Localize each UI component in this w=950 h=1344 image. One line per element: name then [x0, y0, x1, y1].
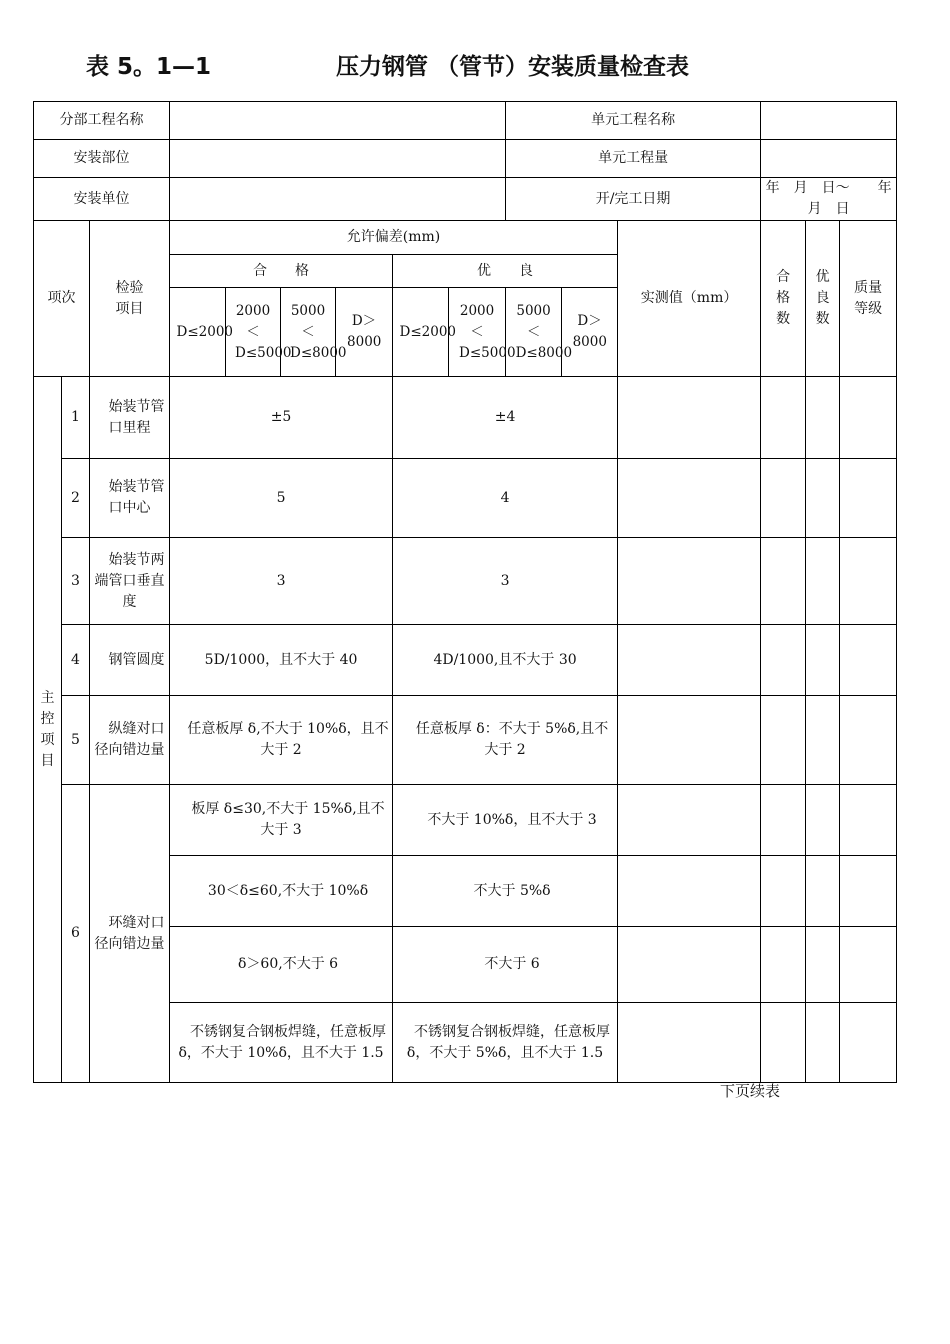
- unit-project-label: 单元工程名称: [506, 102, 761, 140]
- row-excellent-tolerance: 3: [393, 538, 618, 625]
- pass-count-cell[interactable]: [761, 538, 806, 625]
- header-row-2: [34, 140, 897, 178]
- excellent-count-cell[interactable]: [806, 538, 840, 625]
- row-number: 1: [62, 377, 90, 459]
- sub-project-value[interactable]: [170, 102, 506, 140]
- row-excellent-tolerance: 不大于 5%δ: [393, 856, 618, 927]
- table-row: [34, 538, 897, 625]
- grade-cell[interactable]: [840, 459, 897, 538]
- excellent-count-cell[interactable]: [806, 856, 840, 927]
- measured-value-cell[interactable]: [618, 696, 761, 785]
- excellent-count-cell[interactable]: [806, 625, 840, 696]
- row-item: 环缝对口径向错边量: [90, 785, 170, 1083]
- grade-cell[interactable]: [840, 785, 897, 856]
- pass-count-cell[interactable]: [761, 459, 806, 538]
- measured-value-cell[interactable]: [618, 377, 761, 459]
- header-row-1: [34, 102, 897, 140]
- grade-cell[interactable]: [840, 377, 897, 459]
- row-pass-tolerance: 30＜δ≤60,不大于 10%δ: [170, 856, 393, 927]
- unit-quantity-value[interactable]: [761, 140, 897, 178]
- row-pass-tolerance: 板厚 δ≤30,不大于 15%δ,且不大于 3: [170, 785, 393, 856]
- row-item: 始装节管口中心: [90, 459, 170, 538]
- pass-count-cell[interactable]: [761, 927, 806, 1003]
- item-no-header: 项次: [34, 221, 90, 377]
- excellent-count-cell[interactable]: [806, 927, 840, 1003]
- row-number: 2: [62, 459, 90, 538]
- row-excellent-tolerance: 不大于 10%δ，且不大于 3: [393, 785, 618, 856]
- row-excellent-tolerance: 任意板厚 δ：不大于 5%δ,且不大于 2: [393, 696, 618, 785]
- unit-quantity-label: 单元工程量: [506, 140, 761, 178]
- excellent-d2-header: 2000＜D≤5000: [449, 288, 506, 377]
- row-number: 5: [62, 696, 90, 785]
- pass-count-cell[interactable]: [761, 696, 806, 785]
- row-pass-tolerance: 任意板厚 δ,不大于 10%δ，且不大于 2: [170, 696, 393, 785]
- date-value[interactable]: 年 月 日～ 年 月 日: [761, 178, 897, 221]
- row-pass-tolerance: 不锈钢复合钢板焊缝，任意板厚 δ，不大于 10%δ，且不大于 1.5: [170, 1003, 393, 1083]
- grade-cell[interactable]: [840, 1003, 897, 1083]
- measured-value-cell[interactable]: [618, 625, 761, 696]
- page-title: [0, 44, 950, 84]
- excellent-count-cell[interactable]: [806, 1003, 840, 1083]
- date-label: 开/完工日期: [506, 178, 761, 221]
- grade-cell[interactable]: [840, 538, 897, 625]
- continued-note: 下页续表: [720, 1082, 781, 1100]
- row-number: 4: [62, 625, 90, 696]
- measured-value-cell[interactable]: [618, 1003, 761, 1083]
- pass-count-cell[interactable]: [761, 625, 806, 696]
- table-row: [34, 696, 897, 785]
- pass-count-header: 合格数: [761, 221, 806, 377]
- measured-header: 实测值（mm）: [618, 221, 761, 377]
- pass-count-cell[interactable]: [761, 377, 806, 459]
- excellent-count-cell[interactable]: [806, 696, 840, 785]
- row-number: 3: [62, 538, 90, 625]
- table-row: [34, 459, 897, 538]
- excellent-d1-header: D≤2000: [393, 288, 449, 377]
- table-number: 表 5。1—1: [86, 54, 212, 80]
- row-pass-tolerance: ±5: [170, 377, 393, 459]
- column-header-row-1: [34, 221, 897, 255]
- pass-d1-header: D≤2000: [170, 288, 226, 377]
- table-row: [34, 625, 897, 696]
- install-part-value[interactable]: [170, 140, 506, 178]
- grade-cell[interactable]: [840, 625, 897, 696]
- excellent-count-cell[interactable]: [806, 377, 840, 459]
- unit-project-value[interactable]: [761, 102, 897, 140]
- pass-count-cell[interactable]: [761, 1003, 806, 1083]
- row-excellent-tolerance: 不锈钢复合钢板焊缝，任意板厚 δ，不大于 5%δ，且不大于 1.5: [393, 1003, 618, 1083]
- row-pass-tolerance: δ＞60,不大于 6: [170, 927, 393, 1003]
- measured-value-cell[interactable]: [618, 785, 761, 856]
- measured-value-cell[interactable]: [618, 927, 761, 1003]
- measured-value-cell[interactable]: [618, 538, 761, 625]
- grade-header: 质量等级: [840, 221, 897, 377]
- pass-count-cell[interactable]: [761, 856, 806, 927]
- row-pass-tolerance: 3: [170, 538, 393, 625]
- table-title: 压力钢管 （管节）安装质量检查表: [336, 54, 690, 80]
- inspection-table: [33, 101, 906, 1083]
- row-excellent-tolerance: ±4: [393, 377, 618, 459]
- table-row: [34, 785, 897, 856]
- check-item-header: 检验项目: [90, 221, 170, 377]
- header-row-3: [34, 178, 897, 221]
- excellent-count-header: 优良数: [806, 221, 840, 377]
- excellent-count-cell[interactable]: [806, 459, 840, 538]
- pass-count-cell[interactable]: [761, 785, 806, 856]
- install-unit-value[interactable]: [170, 178, 506, 221]
- row-item: 钢管圆度: [90, 625, 170, 696]
- pass-d3-header: 5000＜D≤8000: [281, 288, 336, 377]
- install-part-label: 安装部位: [34, 140, 170, 178]
- tolerance-header: 允许偏差(mm): [170, 221, 618, 255]
- row-excellent-tolerance: 4: [393, 459, 618, 538]
- install-unit-label: 安装单位: [34, 178, 170, 221]
- excellent-d3-header: 5000＜D≤8000: [506, 288, 562, 377]
- row-number: 6: [62, 785, 90, 1083]
- row-pass-tolerance: 5D/1000，且不大于 40: [170, 625, 393, 696]
- pass-d4-header: D＞8000: [336, 288, 393, 377]
- category-cell: 主控项目: [34, 377, 62, 1083]
- row-item: 始装节管口里程: [90, 377, 170, 459]
- table-row: [34, 377, 897, 459]
- excellent-header: 优 良: [393, 255, 618, 288]
- excellent-count-cell[interactable]: [806, 785, 840, 856]
- grade-cell[interactable]: [840, 696, 897, 785]
- grade-cell[interactable]: [840, 856, 897, 927]
- sub-project-label: 分部工程名称: [34, 102, 170, 140]
- measured-value-cell[interactable]: [618, 459, 761, 538]
- pass-d2-header: 2000＜D≤5000: [226, 288, 281, 377]
- grade-cell[interactable]: [840, 927, 897, 1003]
- measured-value-cell[interactable]: [618, 856, 761, 927]
- pass-header: 合 格: [170, 255, 393, 288]
- row-item: 纵缝对口径向错边量: [90, 696, 170, 785]
- row-excellent-tolerance: 4D/1000,且不大于 30: [393, 625, 618, 696]
- excellent-d4-header: D＞8000: [562, 288, 618, 377]
- row-item: 始装节两端管口垂直度: [90, 538, 170, 625]
- row-pass-tolerance: 5: [170, 459, 393, 538]
- row-excellent-tolerance: 不大于 6: [393, 927, 618, 1003]
